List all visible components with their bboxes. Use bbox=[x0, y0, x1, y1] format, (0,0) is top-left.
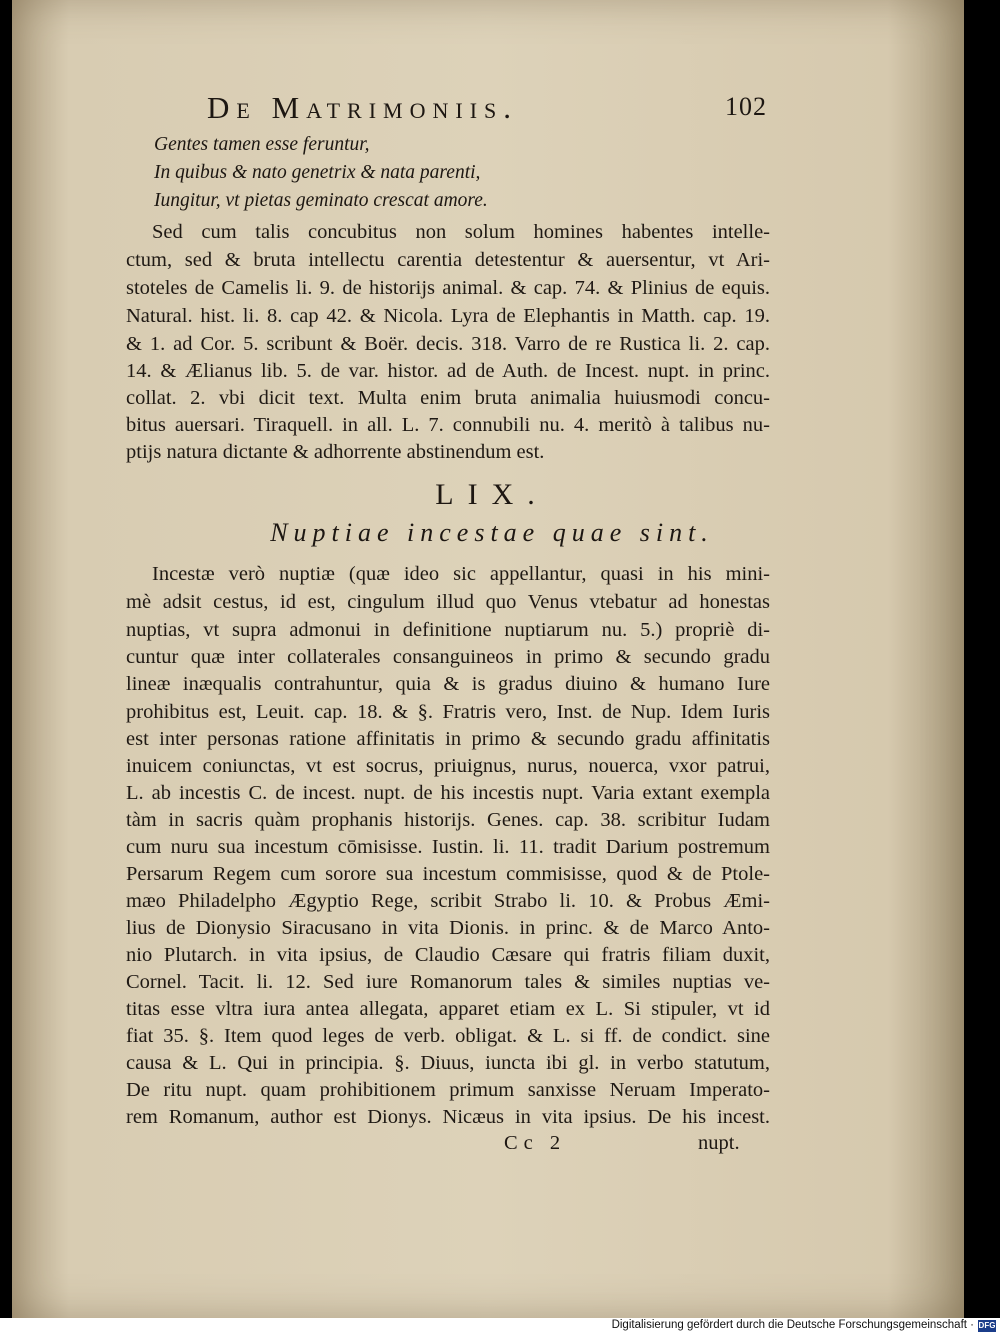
verse-line: Iungitur, vt pietas geminato crescat amore. bbox=[154, 190, 488, 211]
text-line: fiat 35. §. Item quod leges de verb. obligat. & L. si ff. de condict. sine bbox=[126, 1025, 770, 1047]
text-line: causa & L. Qui in principia. §. Diuus, iuncta ibi gl. in verbo statutum, bbox=[126, 1052, 770, 1074]
text-line: inuicem coniunctas, vt est socrus, priuignus, nurus, nouerca, vxor patrui, bbox=[126, 755, 770, 777]
text-line: Incestæ verò nuptiæ (quæ ideo sic appellantur, quasi in his mini- bbox=[152, 563, 770, 585]
text-line: titas esse vltra iura antea allegata, apparet etiam ex L. Si stipuler, vt id bbox=[126, 998, 770, 1020]
verse-line: Gentes tamen esse feruntur, bbox=[154, 134, 370, 155]
text-line: De ritu nupt. quam prohibitionem primum sanxisse Neruam Imperato- bbox=[126, 1079, 770, 1101]
text-line: mæo Philadelpho Ægyptio Rege, scribit Strabo li. 10. & Probus Æmi- bbox=[126, 890, 770, 912]
text-line: Sed cum talis concubitus non solum homines habentes intelle- bbox=[152, 221, 770, 243]
text-line: Cornel. Tacit. li. 12. Sed iure Romanorum tales & similes nuptias ve- bbox=[126, 971, 770, 993]
section-number: LIX. bbox=[435, 478, 549, 511]
text-line: nio Plutarch. in vita ipsius, de Claudio Cæsare qui fratris filiam duxit, bbox=[126, 944, 770, 966]
text-line: tàm in sacris quàm prophanis historijs. Genes. cap. 38. scribitur Iudam bbox=[126, 809, 770, 831]
text-line: ptijs natura dictante & adhorrente abstinendum est. bbox=[126, 441, 545, 463]
text-line: Natural. hist. li. 8. cap 42. & Nicola. Lyra de Elephantis in Matth. cap. 19. bbox=[126, 305, 770, 327]
text-line: prohibitus est, Leuit. cap. 18. & §. Fratris vero, Inst. de Nup. Idem Iuris bbox=[126, 701, 770, 723]
page-number: 102 bbox=[725, 92, 767, 121]
digitization-footer bbox=[0, 1318, 1000, 1335]
catchword: nupt. bbox=[698, 1132, 740, 1154]
text-line: est inter personas ratione affinitatis in primo & secundo gradu affinitatis bbox=[126, 728, 770, 750]
text-line: mè adsit cestus, id est, cingulum illud quo Venus vtebatur ad honestas bbox=[126, 591, 770, 613]
text-line: 14. & Ælianus lib. 5. de var. histor. ad de Auth. de Incest. nupt. in princ. bbox=[126, 360, 770, 382]
text-line: ctum, sed & bruta intellectu carentia detestentur & auersentur, vt Ari- bbox=[126, 249, 770, 271]
text-line: lius de Dionysio Siracusano in vita Dionis. in princ. & de Marco Anto- bbox=[126, 917, 770, 939]
footer-credit: Digitalisierung gefördert durch die Deutsche Forschungsgemeinschaft · bbox=[611, 1319, 974, 1331]
text-line: & 1. ad Cor. 5. scribunt & Boër. decis. 318. Varro de re Rustica li. 2. cap. bbox=[126, 333, 770, 355]
text-line: lineæ inæqualis contrahuntur, quia & is gradus diuino & humano Iure bbox=[126, 673, 770, 695]
text-line: collat. 2. vbi dicit text. Multa enim bruta animalia huiusmodi concu- bbox=[126, 387, 770, 409]
text-line: L. ab incestis C. de incest. nupt. de his incestis nupt. Varia extant exempla bbox=[126, 782, 770, 804]
verse-line: In quibus & nato genetrix & nata parenti, bbox=[154, 162, 481, 183]
text-line: Persarum Regem cum sorore sua incestum commisisse, quod & de Ptole- bbox=[126, 863, 770, 885]
text-line: cum nuru sua incestum cōmisisse. Iustin. li. 11. tradit Darium postremum bbox=[126, 836, 770, 858]
text-line: bitus auersari. Tiraquell. in all. L. 7. connubili nu. 4. meritò à talibus nu- bbox=[126, 414, 770, 436]
dfg-logo: DFG bbox=[978, 1321, 996, 1330]
text-line: stoteles de Camelis li. 9. de historijs animal. & cap. 74. & Plinius de equis. bbox=[126, 277, 770, 299]
book-page bbox=[12, 0, 964, 1318]
text-line: nuptias, vt supra admonui in definitione nuptiarum nu. 5.) propriè di- bbox=[126, 619, 770, 641]
running-head bbox=[207, 90, 767, 130]
section-title: Nuptiae incestae quae sint. bbox=[270, 518, 714, 547]
signature-mark: Cc 2 bbox=[504, 1132, 567, 1154]
text-line: rem Romanum, author est Dionys. Nicæus in vita ipsius. De his incest. bbox=[126, 1106, 770, 1128]
text-line: cuntur quæ inter collaterales consanguineos in primo & secundo gradu bbox=[126, 646, 770, 668]
running-head-title: De Matrimoniis. bbox=[207, 90, 519, 125]
